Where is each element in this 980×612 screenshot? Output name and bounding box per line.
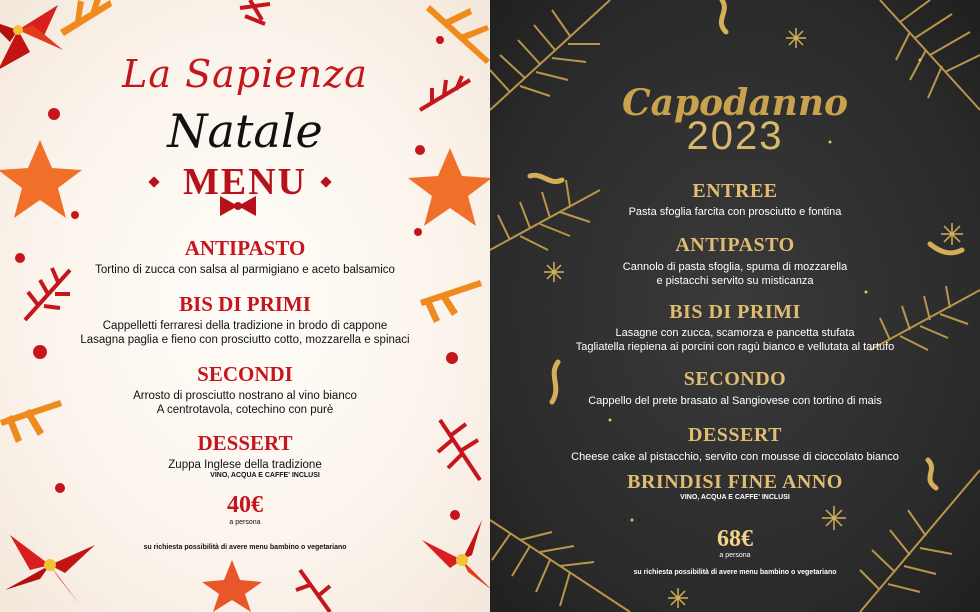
course-line: Cappello del prete brasato al Sangiovese con tortino di mais [588,395,882,407]
section-heading-brindisi: BRINDISI FINE ANNO [627,471,843,493]
section-heading-antipasto: ANTIPASTO [184,236,306,260]
section-heading-primi: BIS DI PRIMI [669,301,801,323]
menu-title: Natale [167,104,323,158]
restaurant-name: La Sapienza [122,52,368,96]
per-person-label: a persona [229,519,261,526]
section-heading-secondi: SECONDI [197,362,293,386]
price: 68€ [717,526,753,552]
poinsettia-icon [422,520,490,590]
section-heading-antipasto: ANTIPASTO [675,234,795,256]
section-heading-secondo: SECONDO [683,368,787,390]
pine-branch-icon [240,0,270,24]
drinks-included: VINO, ACQUA E CAFFE' INCLUSI [680,494,790,501]
course-line: Lasagne con zucca, scamorza e pancetta stufata [615,327,855,339]
course-line: e pistacchi servito su misticanza [656,275,814,287]
course-line: Cannolo di pasta sfoglia, spuma di mozzarella [622,261,848,273]
price: 40€ [227,492,263,518]
course-line: Pasta sfoglia farcita con prosciutto e fontina [628,206,842,218]
section-heading-dessert: DESSERT [688,424,782,446]
per-person-label: a persona [719,552,751,559]
course-line: Cheese cake al pistacchio, servito con mousse di cioccolato bianco [571,451,899,463]
course-line: Cappelletti ferraresi della tradizione in brodo di cappone [102,320,388,332]
star-icon [202,560,262,612]
course-line: Lasagna paglia e fieno con prosciutto cotto, mozzarella e spinaci [80,334,410,346]
drinks-included: VINO, ACQUA E CAFFE' INCLUSI [210,472,320,479]
course-line: Arrosto di prosciutto nostrano al vino bianco [133,390,357,402]
course-line: Tortino di zucca con salsa al parmigiano e aceto balsamico [95,264,395,276]
course-line: Tagliatella riepiena ai porcini con ragù bianco e vellutata al tartufo [575,341,895,353]
section-heading-primi: BIS DI PRIMI [179,292,311,316]
footnote: su richiesta possibilità di avere menu bambino o vegetariano [143,544,347,551]
section-heading-entree: ENTREE [692,180,778,202]
section-heading-dessert: DESSERT [197,431,293,455]
footnote: su richiesta possibilità di avere menu bambino o vegetariano [633,569,837,576]
menu-year: 2023 [686,114,784,158]
menu-title: Capodanno [621,82,849,124]
course-line: Zuppa Inglese della tradizione [168,459,322,471]
course-line: A centrotavola, cotechino con purè [156,404,334,416]
menu-word: MENU [182,161,308,203]
new-year-menu-panel [490,0,980,612]
